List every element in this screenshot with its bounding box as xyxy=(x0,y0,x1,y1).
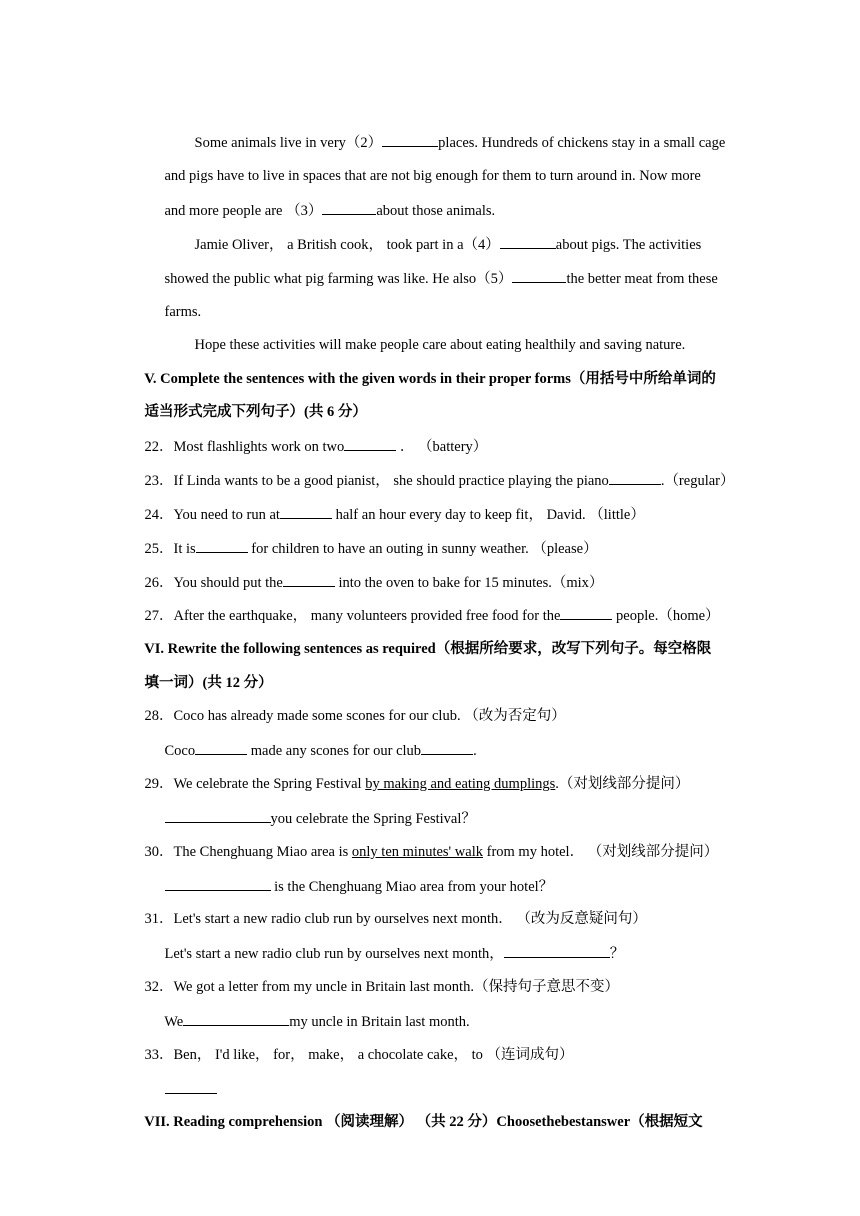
text: showed the public what pig farming was like. He also（5） xyxy=(164,271,513,287)
text: half an hour every day to keep fit， David. （little） xyxy=(331,507,645,523)
text: VII. Reading comprehension （阅读理解） （共 22 分）Choosethebestanswer（根据短文 xyxy=(144,1114,703,1130)
text: and more people are （3） xyxy=(164,203,323,219)
text: 24．You need to run at xyxy=(144,507,280,523)
answer-blank xyxy=(504,943,610,958)
text: 26．You should put the xyxy=(144,575,283,591)
answer-blank xyxy=(280,504,332,519)
answer-blank xyxy=(512,268,566,283)
text: Some animals live in very（2） xyxy=(194,135,383,151)
text: 填一词）(共 12 分） xyxy=(144,675,273,691)
text: .（对划线部分提问） xyxy=(555,776,690,792)
answer-blank xyxy=(421,740,473,755)
text: Hope these activities will make people care about eating healthily and saving nature. xyxy=(194,337,686,353)
text: for children to have an outing in sunny weather. （please） xyxy=(247,541,598,557)
text: Jamie Oliver， a British cook， took part in a（4） xyxy=(194,237,500,253)
answer-blank xyxy=(195,740,247,755)
text: into the oven to bake for 15 minutes.（mix） xyxy=(334,575,604,591)
text: made any scones for our club xyxy=(247,743,422,759)
text: Coco xyxy=(164,743,196,759)
text: 29．We celebrate the Spring Festival xyxy=(144,776,366,792)
text: the better meat from these xyxy=(566,271,718,287)
text: about those animals. xyxy=(376,203,496,219)
text: 33．Ben， I'd like， for， make， a chocolate cake， to （连词成句） xyxy=(144,1047,574,1063)
passage-line xyxy=(150,248,718,309)
text: Let's start a new radio club run by ourselves next month， xyxy=(164,946,504,962)
answer-blank xyxy=(165,808,271,823)
text: 22．Most flashlights work on two xyxy=(144,439,345,455)
answer-blank xyxy=(560,605,612,620)
text: ？ xyxy=(609,946,625,962)
text: my uncle in Britain last month. xyxy=(289,1014,470,1030)
text: We xyxy=(164,1014,184,1030)
answer-blank xyxy=(196,538,248,553)
text: farms. xyxy=(164,304,202,320)
text: about pigs. The activities xyxy=(555,237,702,253)
text: 30．The Chenghuang Miao area is xyxy=(144,844,352,860)
text: and pigs have to live in spaces that are not big enough for them to turn around in. Now more xyxy=(164,168,701,184)
section-title xyxy=(130,1092,703,1152)
text: 32．We got a letter from my uncle in Britain last month.（保持句子意思不变） xyxy=(144,979,619,995)
answer-blank xyxy=(500,234,556,249)
text: you celebrate the Spring Festival？ xyxy=(270,811,476,827)
text: is the Chenghuang Miao area from your hotel？ xyxy=(270,879,554,895)
text: 31．Let's start a new radio club run by ourselves next month． （改为反意疑问句） xyxy=(144,911,647,927)
text: from my hotel． （对划线部分提问） xyxy=(482,844,719,860)
answer-blank xyxy=(609,470,661,485)
text: 适当形式完成下列句子）(共 6 分） xyxy=(144,404,367,420)
answer-blank xyxy=(382,132,438,147)
underlined-text: by making and eating dumplings xyxy=(365,776,556,792)
text: . xyxy=(473,743,477,759)
text: .（regular） xyxy=(660,473,735,489)
text: V. Complete the sentences with the given words in their proper forms（用括号中所给单词的 xyxy=(144,371,716,387)
text: 23．If Linda wants to be a good pianist， she should practice playing the piano xyxy=(144,473,609,489)
answer-blank xyxy=(322,200,376,215)
text: places. Hundreds of chickens stay in a small cage xyxy=(438,135,726,151)
answer-blank xyxy=(183,1011,289,1026)
text: ． （battery） xyxy=(396,439,488,455)
text: 25．It is xyxy=(144,541,196,557)
text: 27．After the earthquake， many volunteers provided free food for the xyxy=(144,608,561,624)
text: people.（home） xyxy=(612,608,720,624)
answer-blank xyxy=(344,436,396,451)
text: 28．Coco has already made some scones for our club. （改为否定句） xyxy=(144,708,566,724)
text: VI. Rewrite the following sentences as required（根据所给要求，改写下列句子。每空格限 xyxy=(144,641,712,657)
underlined-text: only ten minutes' walk xyxy=(351,844,483,860)
